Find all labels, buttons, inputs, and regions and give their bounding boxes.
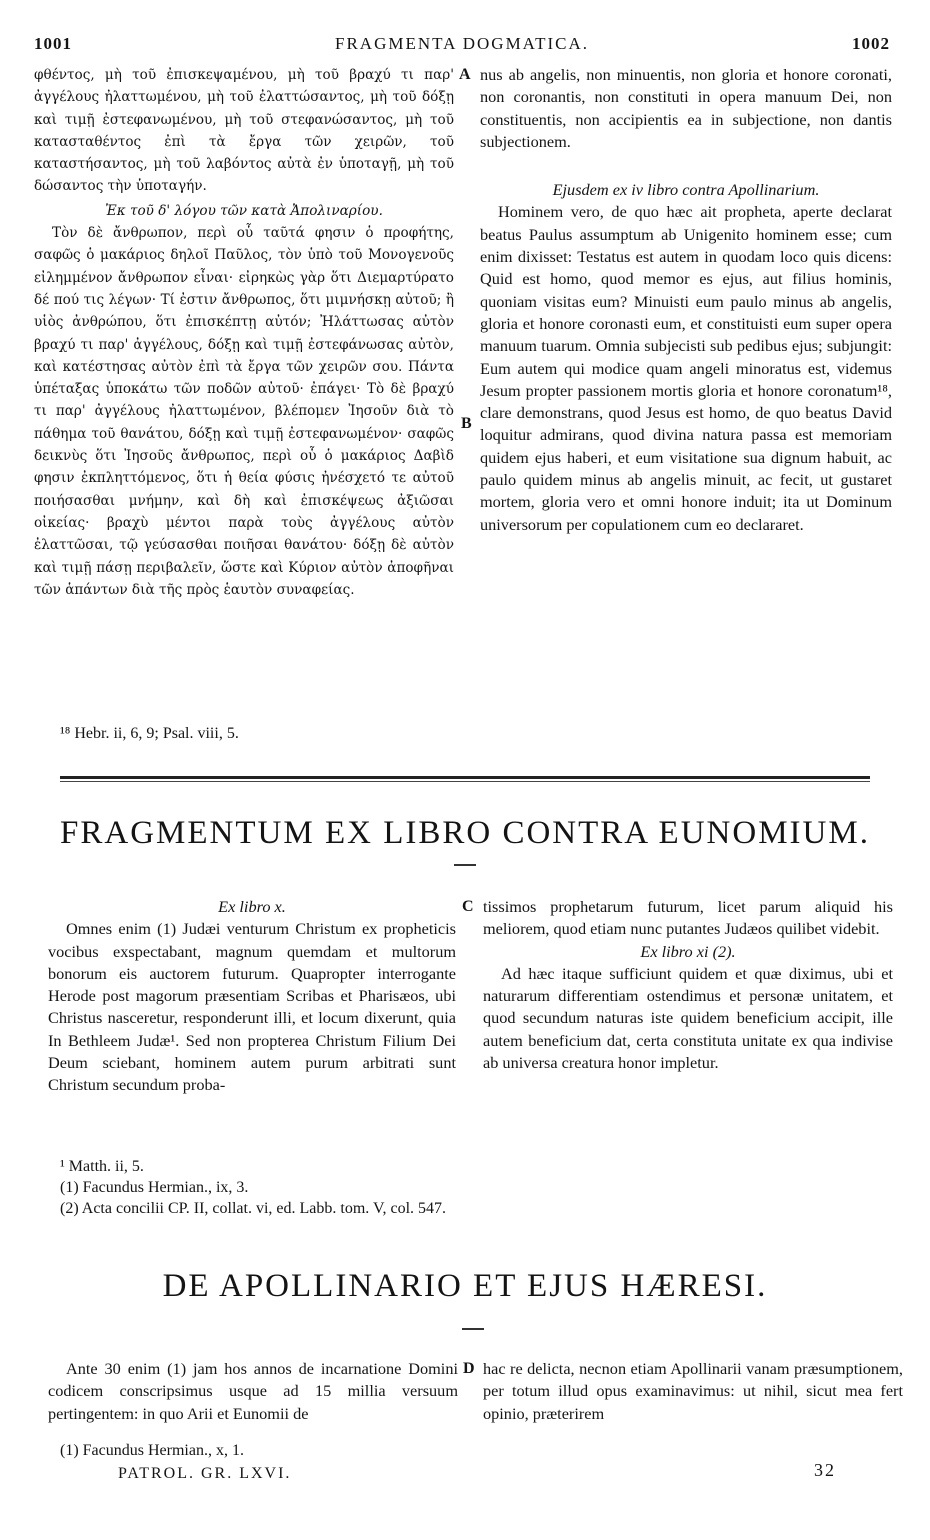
greek-body: Τὸν δὲ ἄνθρωπον, περὶ οὗ ταῦτά φησιν ὁ προφήτης, σαφῶς ὁ μακάριος δηλοῖ Παῦλος, τὸν ὑπὸ τοῦ Μονογενοῦς εἰλημμένον ἄνθρωπον εἶναι· εἰρηκὼς γὰρ ὅτι Διεμαρτύρατο δέ πού τις λέγων· Τί ἐστιν ἄνθρωπος, ὅτι μιμνήσκῃ αὐτοῦ; ἢ υἱὸς ἀνθρώπου, ὅτι ἐπισκέπτῃ αὐτόν; Ἠλάττωσας αὐτὸν βραχύ τι παρ' ἀγγέλους, δόξῃ καὶ τιμῇ ἐστεφάνωσας αὐτὸν, καὶ κατέστησας αὐτὸν ἐπὶ τὰ ἔργα τῶν χειρῶν σου. Πάντα ὑπέταξας ὑποκάτω τῶν ποδῶν αὐτοῦ· ἐπάγει· Τὸ δὲ βραχύ τι παρ' ἀγγέλους ἠλαττωμένον, βλέπομεν Ἰησοῦν διὰ τὸ πάθημα τοῦ θανάτου, δόξῃ καὶ τιμῇ ἐστεφανωμένον· σαφῶς δεικνὺς ὅτι Ἰησοῦς ἄνθρωπος, περὶ οὗ ὁ μακάριος Δαβὶδ φησιν ἐκπληττόμενος, ὅτι ἡ θεία φύσις ἠνέσχετό τε αὐτοῦ ποιήσασθαι μνήμην, καὶ δὴ καὶ ἐπισκέψεως ἀξιῶσαι οἰκείας· βραχὺ μέντοι παρὰ τοὺς ἀγγέλους αὐτὸν ἐλαττῶσαι, τῷ γεύσασθαι ποιῆσαι θανάτου· δόξῃ δὲ αὐτὸν καὶ τιμῇ πάσῃ περιβαλεῖν, ὥστε καὶ Κύριον αὐτὸν ἀποφῆναι τῶν ἁπάντων διὰ τῆς πρὸς ἑαυτὸν συναφείας. (34, 225, 454, 598)
eunomium-right-heading: Ex libro xi (2). (640, 941, 736, 961)
margin-marker-a: A (459, 66, 471, 83)
footnote-18: ¹⁸ Hebr. ii, 6, 9; Psal. viii, 5. (60, 725, 239, 742)
page-number-right: 1002 (852, 34, 890, 53)
eunomium-footnotes (60, 1156, 446, 1219)
gathering-number: 32 (814, 1460, 836, 1480)
eunomium-right-column (483, 896, 893, 1074)
latin-column (480, 64, 892, 536)
apollinario-left-column (48, 1358, 458, 1425)
margin-marker-b: B (461, 415, 472, 432)
eunomium-right-body-2: Ad hæc itaque sufficiunt quidem et quæ diximus, ubi et naturarum differentiam ostendimus et personæ unitatem, et quod secundum naturas iste quidem beneficium accipit, ille autem beneficium dat, certa constituta unitate ex qua indivise ab universa creatura honor impletur. (483, 963, 893, 1073)
section-title-apollinario: DE APOLLINARIO ET EJUS HÆRESI. (162, 1268, 768, 1304)
eunomium-right-body-1: tissimos prophetarum futurum, licet parum aliquid his meliorem, quod etiam nunc putantes Judæos quilibet videbit. (483, 897, 893, 939)
title-dash-2 (462, 1328, 484, 1330)
margin-marker-c: C (462, 898, 474, 915)
apollinario-footnote: (1) Facundus Hermian., x, 1. (60, 1442, 244, 1459)
volume-signature: PATROL. GR. LXVI. (118, 1465, 292, 1482)
greek-intro: φθέντος, μὴ τοῦ ἐπισκεψαμένου, μὴ τοῦ βραχύ τι παρ' ἀγγέλους ἠλαττωμένου, μὴ τοῦ ἐλαττώσαντος, μὴ τοῦ δόξῃ καὶ τιμῇ ἐστεφανωμένου, μὴ τοῦ στεφανώσαντος, μὴ τοῦ κατασταθέντος ἐπὶ τὰ ἔργα τῶν χειρῶν, τοῦ καταστήσαντος, μὴ τοῦ λαβόντος αὐτὰ ἐν ὑποταγῇ, μὴ τοῦ δώσαντος τὴν ὑποταγήν. (34, 67, 454, 195)
footnote-facundus-ix: (1) Facundus Hermian., ix, 3. (60, 1179, 249, 1196)
apollinario-right-column (483, 1358, 903, 1425)
margin-marker-d: D (463, 1360, 475, 1377)
title-dash (454, 864, 476, 866)
greek-column (34, 64, 454, 601)
section-rule-thick (60, 776, 870, 779)
running-header (34, 34, 890, 58)
apollinario-left-body: Ante 30 enim (1) jam hos annos de incarnatione Domini codicem conscripsimus usque ad 15 millia versuum pertingentem: in quo Arii et Eunomii de (48, 1359, 458, 1423)
eunomium-left-heading: Ex libro x. (218, 897, 286, 916)
section-rule-thin (60, 781, 870, 782)
footnote-1: ¹ Matth. ii, 5. (60, 1158, 144, 1175)
latin-heading: Ejusdem ex iv libro contra Apollinarium. (552, 180, 820, 200)
eunomium-left-body: Omnes enim (1) Judæi venturum Christum ex propheticis vocibus exspectabant, magnum quemdam et multorum bonorum eis auctorem futurum. Quapropter interrogante Herode post magorum præsentiam Scribas et Pharisæos, ubi Christus nasceretur, responderunt illi, et locum dixerunt, quia In Bethleem Judæ¹. Sed non propterea Christum Filium Dei Deum sciebant, hominem autem purum arbitrati sunt Christum secundum proba- (48, 919, 456, 1095)
latin-intro: nus ab angelis, non minuentis, non gloria et honore coronati, non coronantis, non constituti in opera manuum Dei, non constituentis, non accipientis ea in subjectione, non dantis subjectionem. (480, 65, 892, 151)
running-title: FRAGMENTA DOGMATICA. (335, 34, 589, 53)
footnote-acta: (2) Acta concilii CP. II, collat. vi, ed. Labb. tom. V, col. 547. (60, 1200, 447, 1217)
section-title-eunomium: FRAGMENTUM EX LIBRO CONTRA EUNOMIUM. (60, 815, 870, 851)
apollinario-right-body: hac re delicta, necnon etiam Apollinarii vanam præsumptionem, per totum illud opus examinavimus: ut nihil, sicut mea fert opinio, præterirem (483, 1359, 903, 1423)
greek-heading: Ἐκ τοῦ δ' λόγου τῶν κατὰ Ἀπολιναρίου. (105, 202, 383, 219)
latin-body: Hominem vero, de quo hæc ait propheta, aperte declarat beatus Paulus assumptum ab Unigenito hominem esse; cum enim dixisset: Testatus est autem in quodam loco quis dicens: Quid est homo, quod memor es ejus, aut filius hominis, quoniam visitas eum? Minuisti eum paulo minus ab angelis, gloria et honore coronasti eum, et constituisti eum super opera manuum tuarum. Omnia subjecisti sub pedibus ejus; subjungit: Eum autem qui modice quam angeli minoratus est, videmus Jesum propter passionem mortis gloria et honore coronatum¹⁸, clare demonstrans, quod Jesus est homo, de quo beatus David loquitur admirans, quod divina natura passa est memoriam quidem ejus haberi, et eum visitatione sua dignum habuit, ac paulo quidem minus ab angelis minuit, ac fecit, ut gustaret mortem, gloria vero et omni honore induit; ita ut Dominum universorum per copulationem cum eo declararet. (480, 202, 892, 534)
page-number-left: 1001 (34, 34, 72, 53)
eunomium-left-column (48, 896, 456, 1097)
